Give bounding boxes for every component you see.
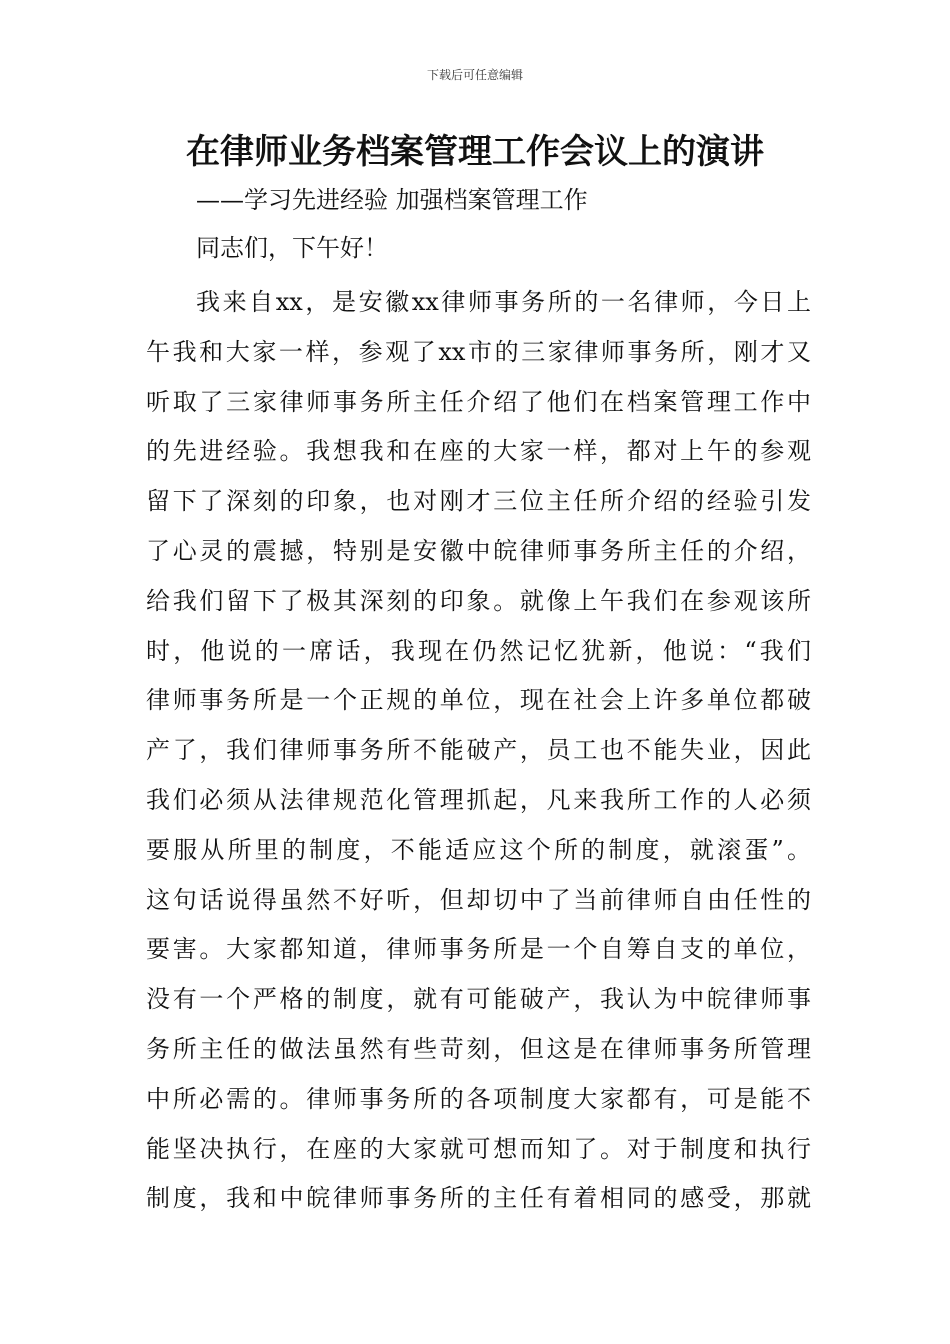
body-text bbox=[146, 278, 811, 1224]
body-line: 时，他说的一席话，我现在仍然记忆犹新，他说：“我们 bbox=[146, 636, 811, 665]
body-line: 中所必需的。律师事务所的各项制度大家都有，可是能不 bbox=[146, 1084, 811, 1113]
body-line: 我们必须从法律规范化管理抓起，凡来我所工作的人必须 bbox=[146, 785, 811, 814]
document-title: 在律师业务档案管理工作会议上的演讲 bbox=[186, 132, 764, 172]
body-line: 留下了深刻的印象，也对刚才三位主任所介绍的经验引发 bbox=[146, 487, 811, 516]
body-line: 午我和大家一样，参观了xx市的三家律师事务所，刚才又 bbox=[146, 337, 811, 366]
body-line: 听取了三家律师事务所主任介绍了他们在档案管理工作中 bbox=[146, 387, 811, 416]
body-line: 产了，我们律师事务所不能破产，员工也不能失业，因此 bbox=[146, 736, 811, 765]
body-line: 这句话说得虽然不好听，但却切中了当前律师自由任性的 bbox=[146, 885, 811, 914]
body-line: 制度，我和中皖律师事务所的主任有着相同的感受，那就 bbox=[146, 1184, 811, 1213]
body-line: 能坚决执行，在座的大家就可想而知了。对于制度和执行 bbox=[146, 1134, 811, 1163]
body-line: 给我们留下了极其深刻的印象。就像上午我们在参观该所 bbox=[146, 586, 811, 615]
body-line: 没有一个严格的制度，就有可能破产，我认为中皖律师事 bbox=[146, 985, 811, 1014]
body-line: 律师事务所是一个正规的单位，现在社会上许多单位都破 bbox=[146, 686, 811, 715]
body-line: 务所主任的做法虽然有些苛刻，但这是在律师事务所管理 bbox=[146, 1034, 811, 1063]
body-line: 了心灵的震撼，特别是安徽中皖律师事务所主任的介绍， bbox=[146, 536, 811, 565]
document-subtitle: ——学习先进经验 加强档案管理工作 bbox=[196, 186, 588, 214]
header-note: 下载后可任意编辑 bbox=[426, 68, 523, 82]
body-line: 要服从所里的制度，不能适应这个所的制度，就滚蛋”。 bbox=[146, 835, 811, 864]
greeting-line: 同志们，下午好！ bbox=[196, 234, 388, 262]
body-line: 要害。大家都知道，律师事务所是一个自筹自支的单位， bbox=[146, 935, 811, 964]
body-line: 的先进经验。我想我和在座的大家一样，都对上午的参观 bbox=[146, 437, 811, 466]
body-line: 我来自xx，是安徽xx律师事务所的一名律师，今日上 bbox=[196, 288, 811, 316]
